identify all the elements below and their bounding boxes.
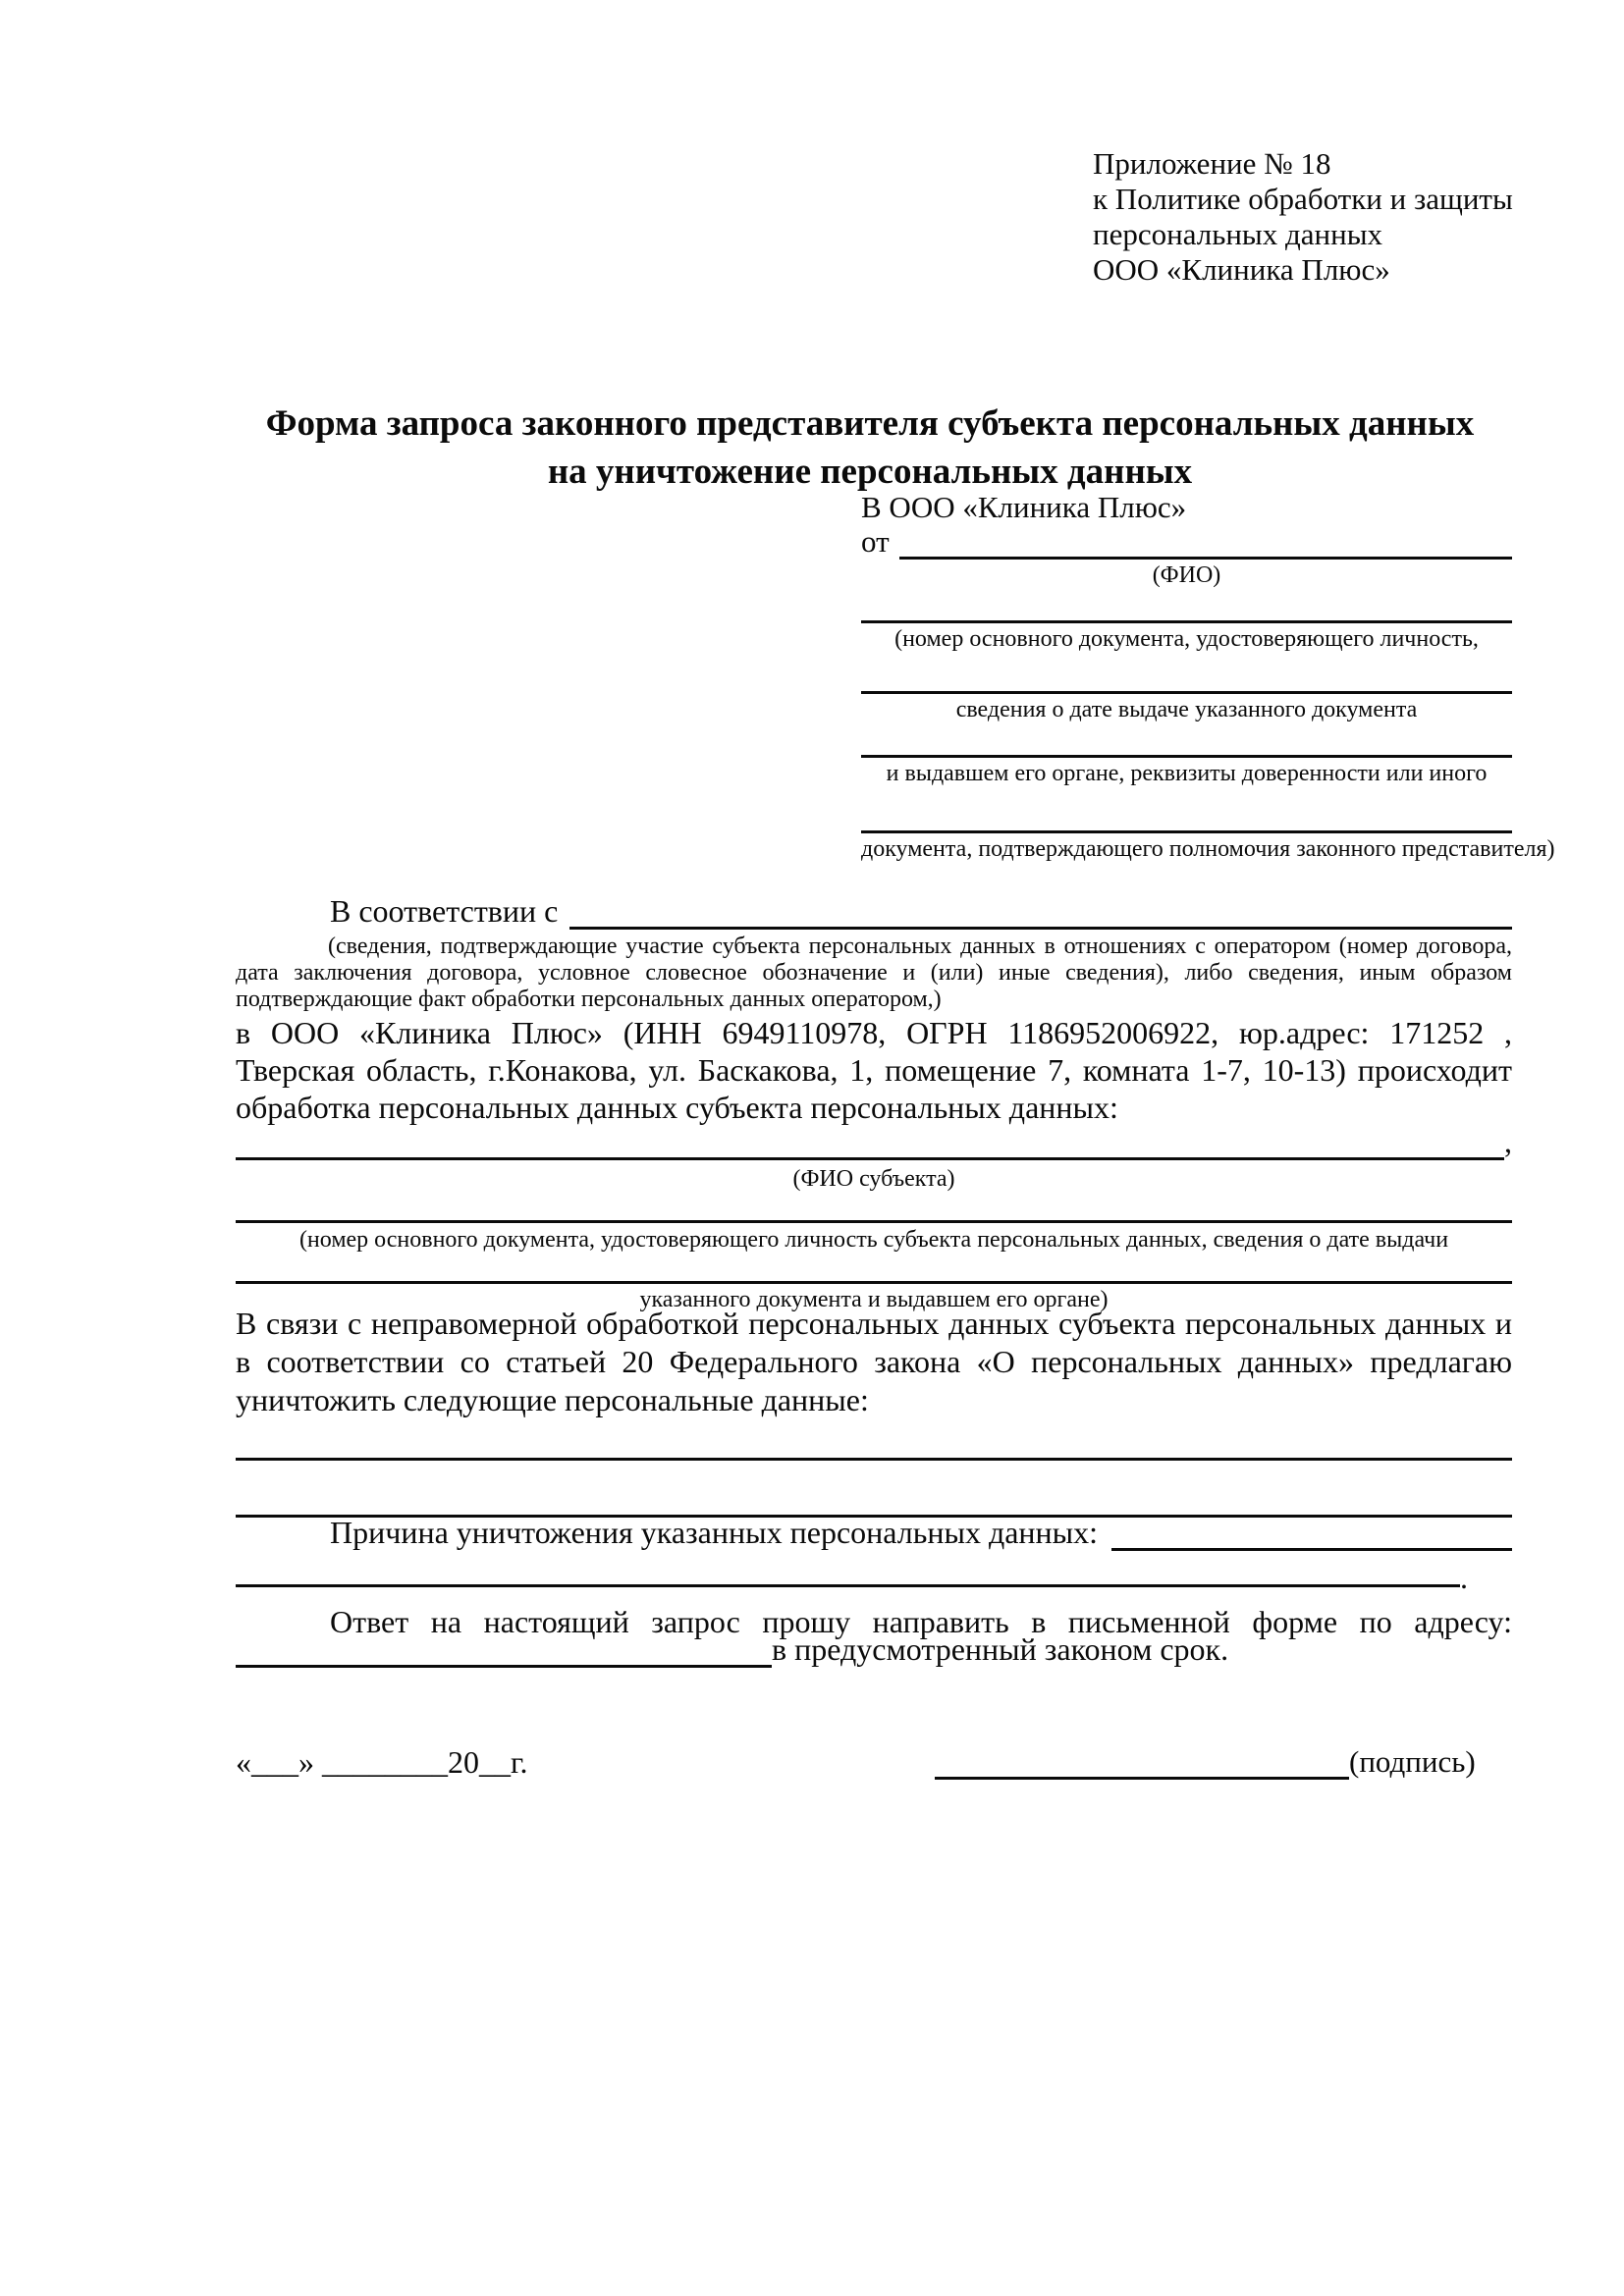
demand-paragraph: В связи с неправомерной обработкой персональных данных субъекта персональных данных и в соответствии со статьей 20 Федерального закона «О персональных данных» предлагаю уничтожить следующие персональные данные: xyxy=(236,1306,1512,1417)
doc-caption-2: сведения о дате выдаче указанного документа xyxy=(955,697,1418,722)
date-line: «___» ________20__г. xyxy=(236,1744,528,1780)
reply-paragraph: Ответ на настоящий запрос прошу направить в письменной форме по адресу: xyxy=(330,1604,1512,1639)
title-line-1: Форма запроса законного представителя субъекта персональных данных xyxy=(265,403,1475,444)
from-label: от xyxy=(861,524,890,559)
accordance-note: (сведения, подтверждающие участие субъекта персональных данных в отношениях с оператором (номер договора, дата заключения договора, условное словесное обозначение и (или) иные сведения), либо сведения, иным образом подтверждающие факт обработки персональных данных оператором,) xyxy=(236,934,1512,1012)
annex-line-2: к Политике обработки и защиты xyxy=(1093,182,1513,216)
subject-fio-row xyxy=(236,1125,1512,1160)
subject-doc-caption-2: указанного документа и выдавшем его органе) xyxy=(639,1287,1109,1312)
reason-row xyxy=(236,1515,1512,1551)
doc-caption-1: (номер основного документа, удостоверяющего личность, xyxy=(894,626,1479,652)
fio-caption: (ФИО) xyxy=(1152,562,1221,588)
accordance-row xyxy=(236,894,1512,930)
data-to-destroy-blank-line-1 xyxy=(236,1425,1512,1461)
reason-lead: Причина уничтожения указанных персональных данных: xyxy=(330,1515,1099,1550)
title-line-2: на уничтожение персональных данных xyxy=(547,452,1193,492)
representative-doc-blank-line-1 xyxy=(861,588,1512,623)
annex-header xyxy=(1093,146,1513,288)
reason-line-period: . xyxy=(1460,1560,1468,1595)
subject-doc-blank-line-1 xyxy=(236,1188,1512,1223)
document-title xyxy=(226,400,1514,496)
annex-line-3: персональных данных xyxy=(1093,217,1383,251)
annex-line-1: Приложение № 18 xyxy=(1093,146,1331,181)
operator-paragraph: в ООО «Клиника Плюс» (ИНН 6949110978, ОГРН 1186952006922, юр.адрес: 171252 , Тверская область, г.Конакова, ул. Баскакова, 1, помещение 7, комната 1-7, 10-13) происходит обработка персональных данных субъекта персональных данных: xyxy=(236,1015,1512,1125)
accordance-blank-line xyxy=(569,927,1512,930)
signature-blank-line xyxy=(935,1747,1349,1780)
reason-blank-line-2 xyxy=(236,1584,1460,1587)
signature-caption: (подпись) xyxy=(1349,1744,1476,1779)
representative-fio-blank-line xyxy=(899,557,1512,560)
from-row xyxy=(861,524,1512,560)
reason-blank-line xyxy=(1111,1548,1512,1551)
subject-doc-blank-line-2 xyxy=(236,1251,1512,1284)
reply-address-row xyxy=(236,1631,1512,1668)
representative-doc-blank-line-2 xyxy=(861,652,1512,694)
subject-fio-caption: (ФИО субъекта) xyxy=(792,1166,955,1192)
reply-tail-text: в предусмотренный законом срок. xyxy=(772,1631,1229,1667)
accordance-lead: В соответствии с xyxy=(330,893,559,929)
annex-line-4: ООО «Клиника Плюс» xyxy=(1093,252,1390,287)
addressee-block xyxy=(861,490,1555,862)
doc-caption-4: документа, подтверждающего полномочия законного представителя) xyxy=(861,836,1555,862)
reason-continuation-row xyxy=(236,1557,1468,1595)
subject-fio-blank-line xyxy=(236,1157,1504,1160)
subject-doc-caption-1: (номер основного документа, удостоверяющего личность субъекта персональных данных, сведения о дате выдачи xyxy=(298,1227,1449,1253)
doc-caption-3: и выдавшем его органе, реквизиты доверенности или иного xyxy=(886,761,1488,786)
reply-address-blank-line xyxy=(236,1665,772,1668)
addressee-organization: В ООО «Клиника Плюс» xyxy=(861,490,1187,524)
representative-doc-blank-line-3 xyxy=(861,722,1512,758)
footer-row xyxy=(236,1744,1512,1784)
signature-area xyxy=(935,1744,1476,1780)
subject-line-comma: , xyxy=(1504,1124,1512,1159)
representative-doc-blank-line-4 xyxy=(861,786,1512,833)
data-to-destroy-blank-line-2 xyxy=(236,1482,1512,1518)
